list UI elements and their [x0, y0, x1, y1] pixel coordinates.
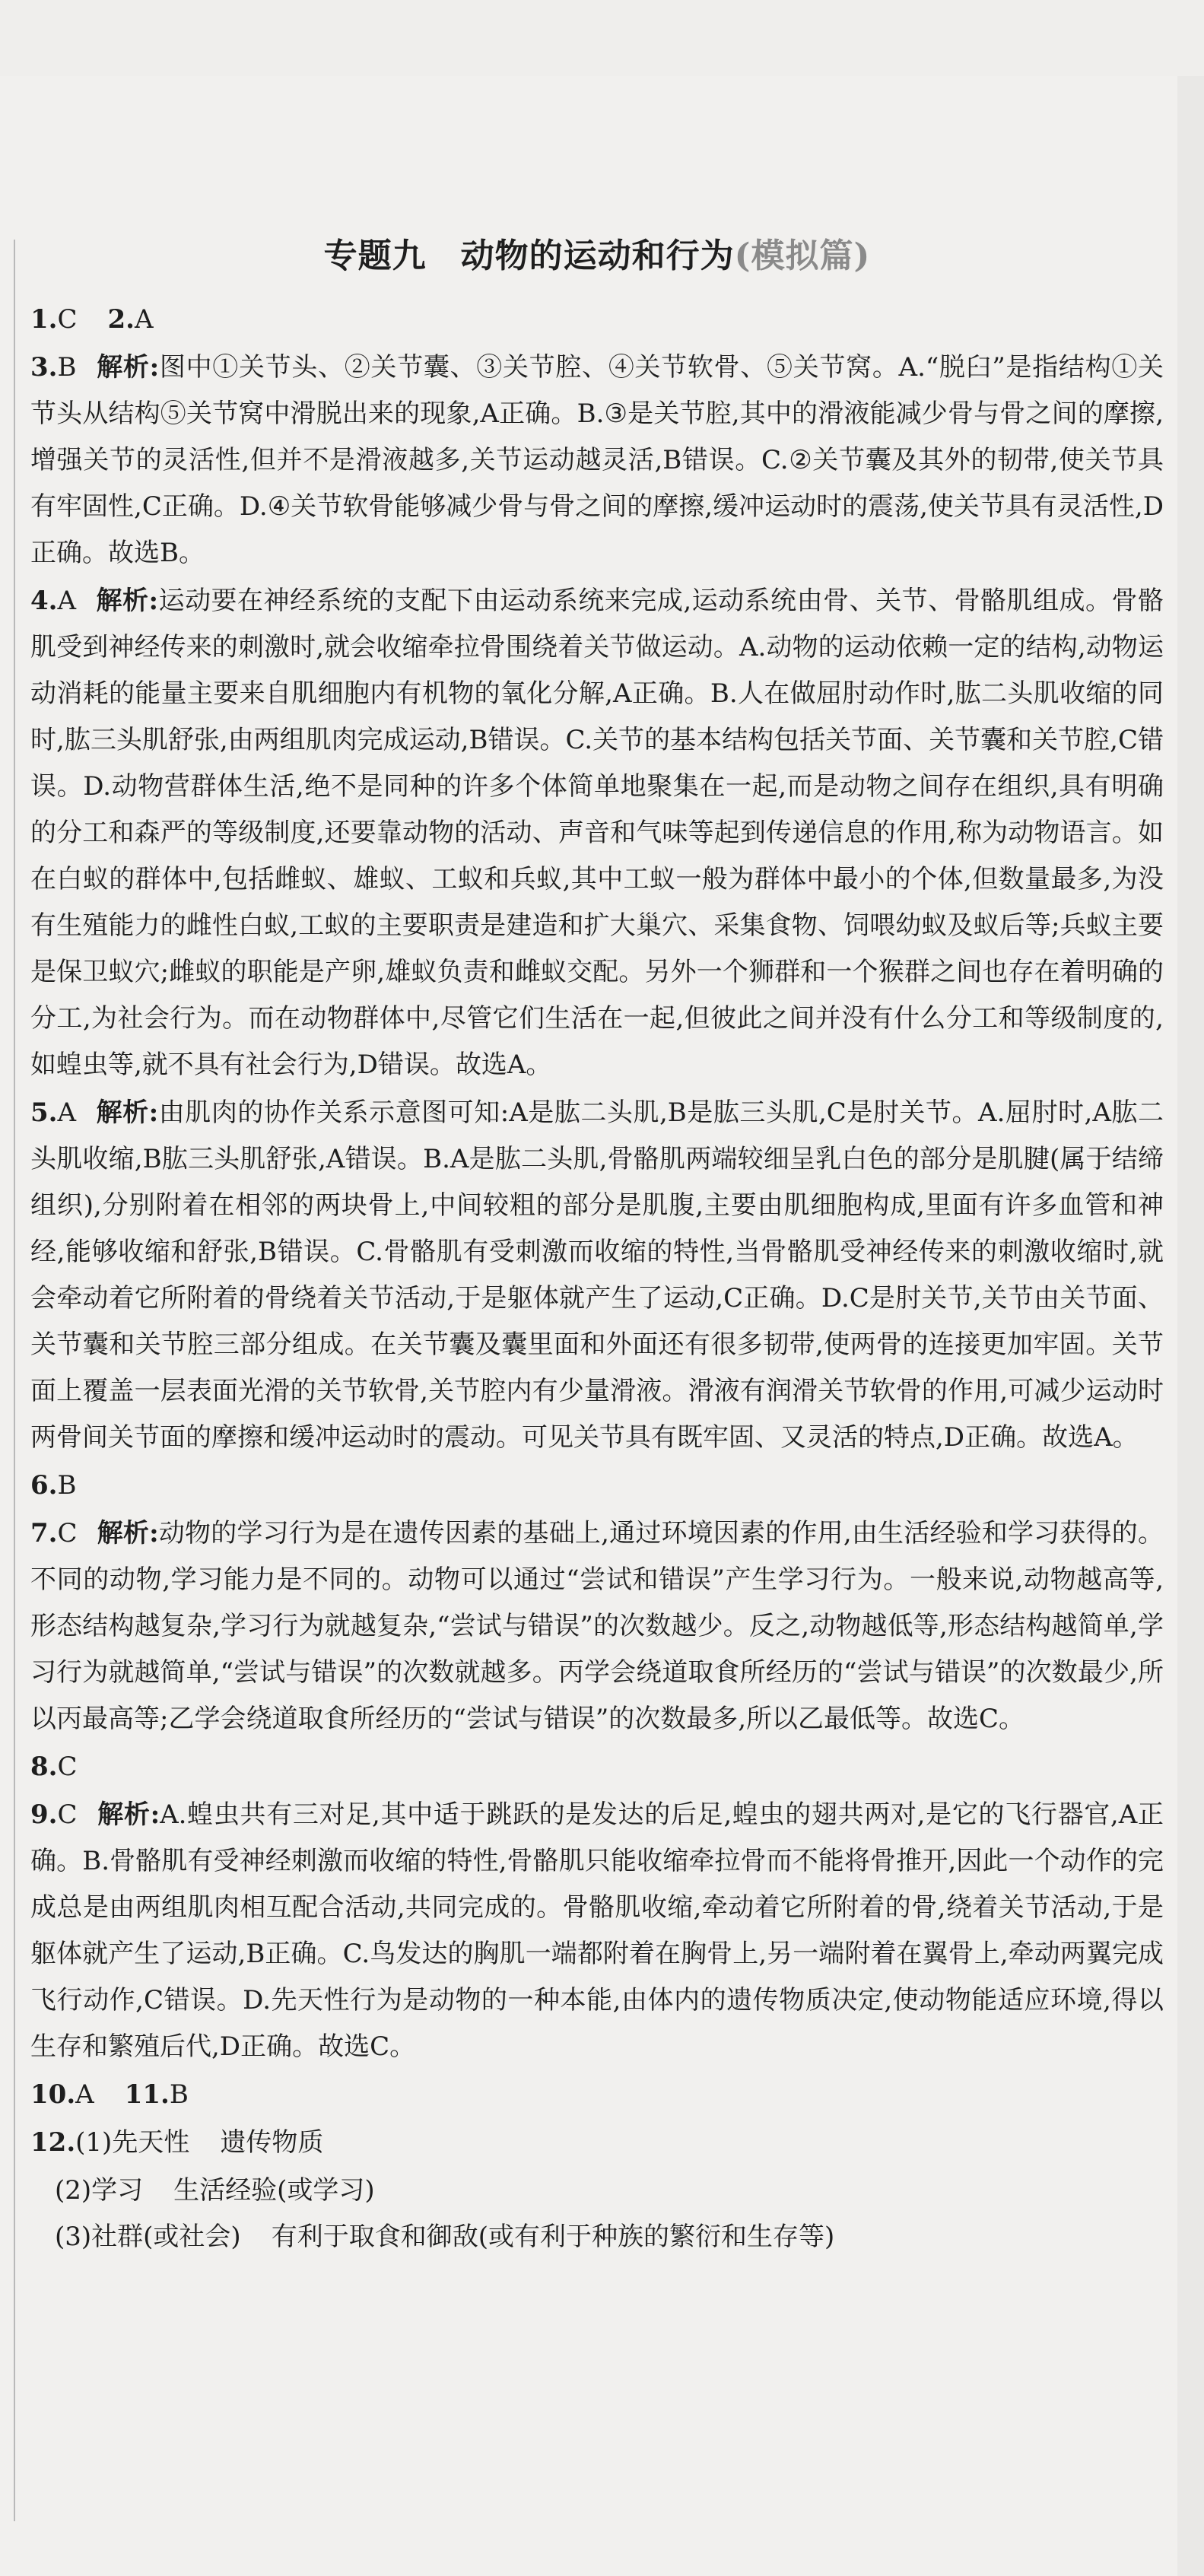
analysis-label: 解析:	[97, 1799, 160, 1830]
left-margin-rule	[14, 240, 15, 2521]
analysis-label: 解析:	[96, 1097, 159, 1128]
answer-item-12	[30, 2120, 1164, 2166]
item-number: 12.	[30, 2127, 76, 2158]
top-margin-band	[0, 0, 1204, 76]
item-number: 4.	[30, 586, 58, 616]
analysis-label: 解析:	[97, 1518, 159, 1548]
title-sub: (模拟篇)	[734, 237, 871, 275]
answer-item-9	[30, 1792, 1164, 2070]
item-answer: A	[57, 586, 77, 616]
analysis-text: A.蝗虫共有三对足,其中适于跳跃的是发达的后足,蝗虫的翅共两对,是它的飞行器官,A正确。B.骨骼肌有受神经刺激而收缩的特性,骨骼肌只能收缩牵拉骨而不能将骨推开,因此一个动作的完成总是由两组肌肉相互配合活动,共同完成的。骨骼肌收缩,牵动着它所附着的骨,绕着关节活动,于是躯体就产生了运动,B正确。C.鸟发达的胸肌一端都附着在胸骨上,另一端附着在翼骨上,牵动两翼完成飞行动作,C错误。D.先天性行为是动物的一种本能,由体内的遗传物质决定,使动物能适应环境,得以生存和繁殖后代,D正确。故选C。	[30, 1799, 1164, 2062]
title-main: 专题九 动物的运动和行为	[323, 237, 735, 275]
answer-item-6	[30, 1463, 1164, 1509]
sub-answer-b: 遗传物质	[220, 2127, 324, 2158]
item-answer: C	[57, 304, 78, 335]
answer-item-1-2	[30, 297, 1164, 343]
item-answer: B	[57, 1470, 77, 1501]
answer-item-5	[30, 1090, 1164, 1461]
answer-item-4	[30, 578, 1164, 1088]
sub-answer-a: (3)社群(或社会)	[55, 2222, 241, 2252]
answer-item-3	[30, 345, 1164, 577]
item-number: 7.	[30, 1518, 58, 1548]
page-title	[30, 228, 1164, 277]
answer-item-7	[30, 1510, 1164, 1742]
analysis-text: 运动要在神经系统的支配下由运动系统来完成,运动系统由骨、关节、骨骼肌组成。骨骼肌受到神经传来的刺激时,就会收缩牵拉骨围绕着关节做运动。A.动物的运动依赖一定的结构,动物运动消耗的能量主要来自肌细胞内有机物的氧化分解,A正确。B.人在做屈肘动作时,肱二头肌收缩的同时,肱三头肌舒张,由两组肌肉完成运动,B错误。C.关节的基本结构包括关节面、关节囊和关节腔,C错误。D.动物营群体生活,绝不是同种的许多个体简单地聚集在一起,而是动物之间存在组织,具有明确的分工和森严的等级制度,还要靠动物的活动、声音和气味等起到传递信息的作用,称为动物语言。如在白蚁的群体中,包括雌蚁、雄蚁、工蚁和兵蚁,其中工蚁一般为群体中最小的个体,但数量最多,为没有生殖能力的雌性白蚁,工蚁的主要职责是建造和扩大巢穴、采集食物、饲喂幼蚁及蚁后等;兵蚁主要是保卫蚁穴;雌蚁的职能是产卵,雄蚁负责和雌蚁交配。另外一个狮群和一个猴群之间也存在着明确的分工,为社会行为。而在动物群体中,尽管它们生活在一起,但彼此之间并没有什么分工和等级制度的,如蝗虫等,就不具有社会行为,D错误。故选A。	[30, 586, 1164, 1080]
item-number: 8.	[30, 1752, 58, 1782]
item-answer: A	[75, 2079, 94, 2110]
analysis-text: 由肌肉的协作关系示意图可知:A是肱二头肌,B是肱三头肌,C是肘关节。A.屈肘时,A肱二头肌收缩,B肱三头肌舒张,A错误。B.A是肱二头肌,骨骼肌两端较细呈乳白色的部分是肌腱(属于结缔组织),分别附着在相邻的两块骨上,中间较粗的部分是肌腹,主要由肌细胞构成,里面有许多血管和神经,能够收缩和舒张,B错误。C.骨骼肌有受刺激而收缩的特性,当骨骼肌受神经传来的刺激收缩时,就会牵动着它所附着的骨绕着关节活动,于是躯体就产生了运动,C正确。D.C是肘关节,关节由关节面、关节囊和关节腔三部分组成。在关节囊及囊里面和外面还有很多韧带,使两骨的连接更加牢固。关节面上覆盖一层表面光滑的关节软骨,关节腔内有少量滑液。滑液有润滑关节软骨的作用,可减少运动时两骨间关节面的摩擦和缓冲运动时的震动。可见关节具有既牢固、又灵活的特点,D正确。故选A。	[30, 1097, 1164, 1453]
answer-item-12-part-3	[30, 2214, 1164, 2260]
sub-answer-b: 生活经验(或学习)	[173, 2175, 375, 2206]
item-number: 5.	[30, 1097, 58, 1128]
answer-item-10-11	[30, 2072, 1164, 2118]
answer-item-8	[30, 1744, 1164, 1790]
item-number: 6.	[30, 1470, 58, 1501]
item-answer: C	[57, 1799, 78, 1830]
item-number: 9.	[30, 1799, 58, 1830]
analysis-label: 解析:	[96, 586, 159, 616]
sub-answer-b: 有利于取食和御敌(或有利于种族的繁衍和生存等)	[271, 2222, 835, 2252]
item-number: 3.	[30, 352, 58, 383]
right-page-edge	[1177, 76, 1204, 2576]
analysis-text: 动物的学习行为是在遗传因素的基础上,通过环境因素的作用,由生活经验和学习获得的。不同的动物,学习能力是不同的。动物可以通过“尝试和错误”产生学习行为。一般来说,动物越高等,形态结构越复杂,学习行为就越复杂,“尝试与错误”的次数越少。反之,动物越低等,形态结构越简单,学习行为就越简单,“尝试与错误”的次数就越多。丙学会绕道取食所经历的“尝试与错误”的次数最少,所以丙最高等;乙学会绕道取食所经历的“尝试与错误”的次数最多,所以乙最低等。故选C。	[30, 1518, 1164, 1734]
item-number: 2.	[107, 304, 135, 335]
analysis-label: 解析:	[96, 352, 160, 383]
answer-item-12-part-2	[30, 2168, 1164, 2214]
item-answer: B	[169, 2079, 189, 2110]
item-answer: C	[57, 1518, 78, 1548]
answer-page	[30, 228, 1164, 2260]
item-answer: A	[57, 1097, 77, 1128]
item-number: 1.	[30, 304, 58, 335]
sub-answer-a: (1)先天性	[75, 2127, 190, 2158]
sub-answer-a: (2)学习	[55, 2175, 144, 2206]
analysis-text: 图中①关节头、②关节囊、③关节腔、④关节软骨、⑤关节窝。A.“脱臼”是指结构①关节头从结构⑤关节窝中滑脱出来的现象,A正确。B.③是关节腔,其中的滑液能减少骨与骨之间的摩擦,增强关节的灵活性,但并不是滑液越多,关节运动越灵活,B错误。C.②关节囊及其外的韧带,使关节具有牢固性,C正确。D.④关节软骨能够减少骨与骨之间的摩擦,缓冲运动时的震荡,使关节具有灵活性,D正确。故选B。	[30, 352, 1164, 568]
item-answer: B	[57, 352, 77, 383]
item-answer: A	[135, 304, 154, 335]
item-number: 10.	[30, 2079, 76, 2110]
item-number: 11.	[124, 2079, 170, 2110]
item-answer: C	[57, 1752, 78, 1782]
